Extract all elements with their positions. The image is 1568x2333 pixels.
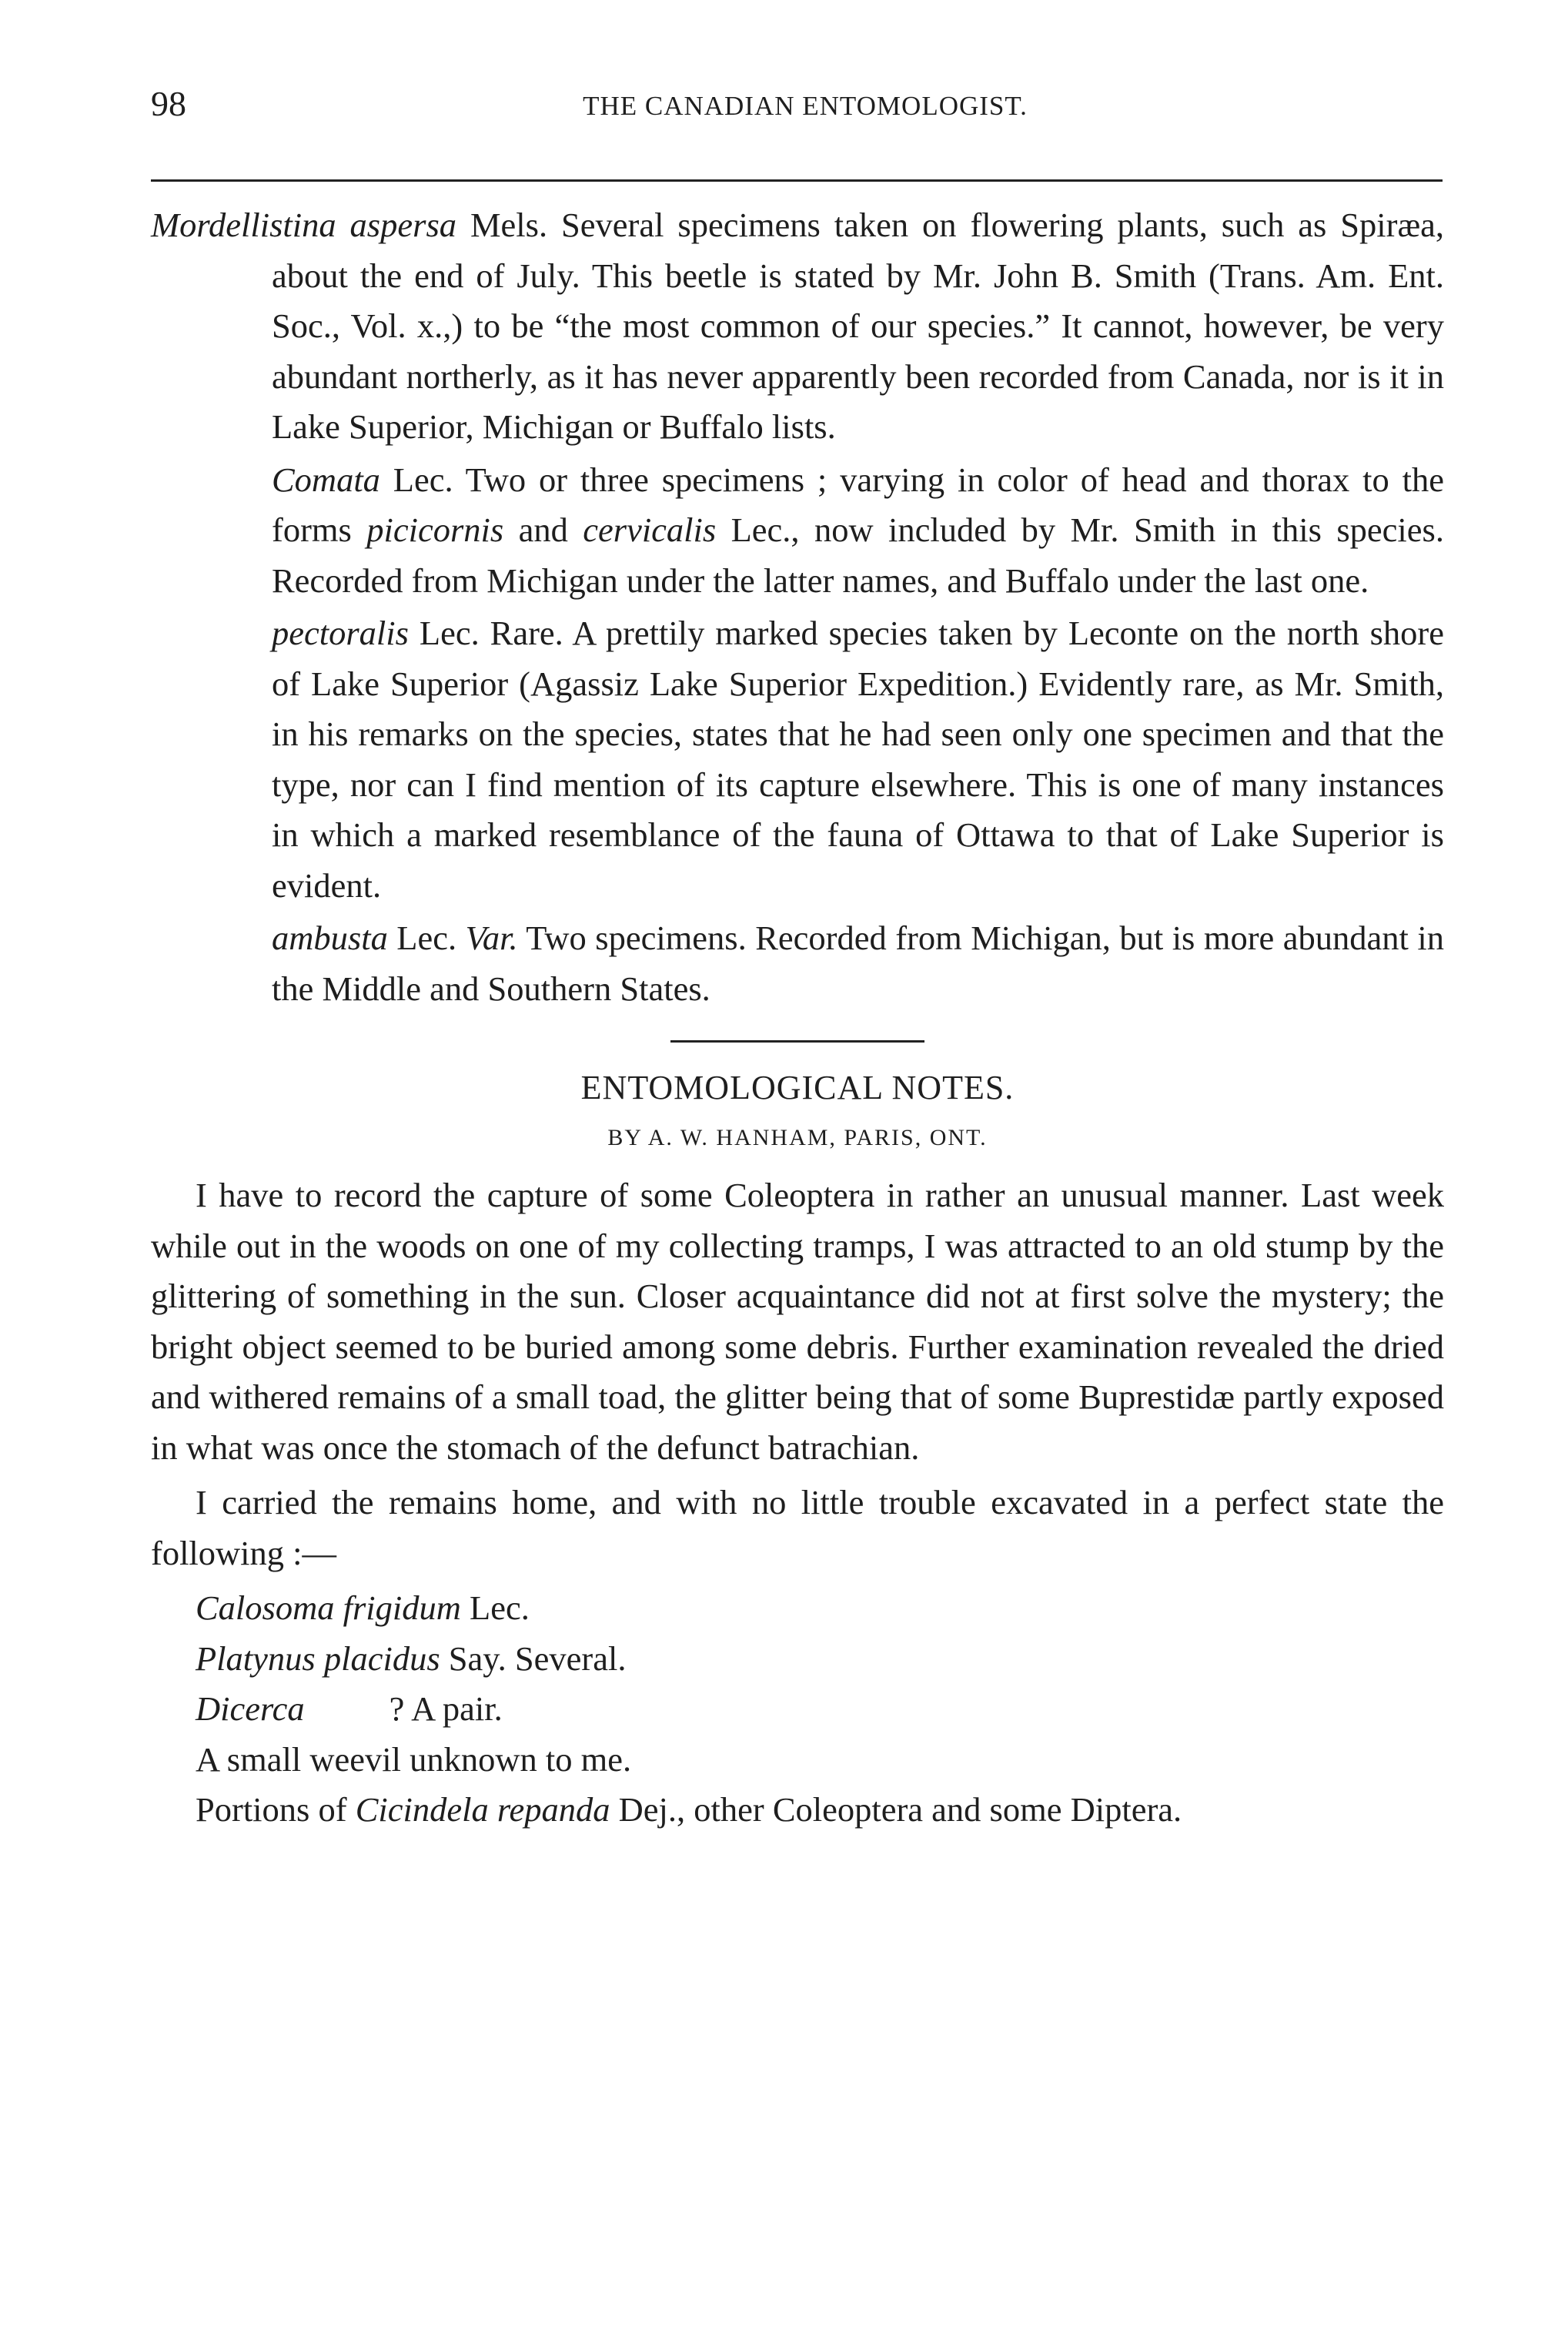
notes-paragraph: I carried the remains home, and with no little trouble excavated in a perfect state the following :— <box>151 1483 1444 1572</box>
body-text <box>151 200 1444 1836</box>
taxon-name: Comata <box>272 460 380 499</box>
taxon-author: Lec. <box>379 460 466 499</box>
taxon-name: ambusta <box>272 919 388 957</box>
species-entry-mordellistina <box>151 200 1444 453</box>
species-entry-pectoralis <box>151 608 1444 911</box>
form-name: cervicalis <box>583 510 717 549</box>
taxon-name: Platynus placidus <box>196 1638 440 1678</box>
entry-text: Several specimens taken on flowering plants, such as Spiræa, about the end of July. This beetle is stated by Mr. John B. Smith (Trans. Am. Ent. Soc., Vol. x.,) to be “the most common of our species.” It cannot, however, be very abundant northerly, as it has never apparently been recorded from Canada, nor is it in Lake Superior, Michigan or Buffalo lists. <box>272 206 1445 446</box>
taxon-name: Dicerca <box>196 1689 305 1728</box>
list-item <box>151 1583 1444 1634</box>
notes-paragraph: I have to record the capture of some Coleoptera in rather an unusual manner. Last week while out in the woods on one of my collecting tramps, I was attracted to an old stump by the glittering of something in the sun. Closer acquaintance did not at first solve the mystery; the bright object seemed to be buried among some debris. Further examination revealed the dried and withered remains of a small toad, the glitter being that of some Buprestidæ partly exposed in what was once the stomach of the defunct batrachian. <box>151 1176 1444 1467</box>
list-item <box>151 1785 1444 1836</box>
list-item-text: Dej., other Coleoptera and some Diptera. <box>610 1790 1182 1829</box>
taxon-name: Mordellistina aspersa <box>151 206 457 244</box>
list-item <box>151 1684 1444 1735</box>
entry-text: Two or three specimens ; varying in color of head and thorax to the forms <box>272 460 1444 549</box>
list-item-text: Say. Several. <box>440 1638 627 1678</box>
list-item <box>151 1735 1444 1786</box>
taxon-author: Lec. <box>387 919 466 957</box>
taxon-name: Calosoma frigidum <box>196 1588 461 1627</box>
taxon-name: pectoralis <box>272 614 409 652</box>
variety-label: Var. <box>465 919 518 957</box>
species-entry-comata <box>151 455 1444 607</box>
list-item <box>151 1634 1444 1685</box>
list-item-text: Lec. <box>460 1588 530 1627</box>
byline: BY A. W. HANHAM, PARIS, ONT. <box>607 1125 988 1150</box>
taxon-author: Lec. <box>408 614 490 652</box>
running-head <box>151 83 1459 145</box>
entry-text: Lec., now included by Mr. Smith in this species. Recorded from Michigan under the latter names, and Buffalo under the last one. <box>272 510 1444 600</box>
species-entry-ambusta <box>151 913 1444 1014</box>
taxon-author: Mels. <box>456 206 562 244</box>
entry-text: Two specimens. Recorded from Michigan, but is more abundant in the Middle and Southern States. <box>272 919 1444 1008</box>
taxon-name: Cicindela repanda <box>355 1790 610 1829</box>
query-mark: ? <box>389 1689 405 1728</box>
form-name: picicornis <box>366 510 504 549</box>
section-title: ENTOMOLOGICAL NOTES. <box>580 1069 1015 1106</box>
header-rule <box>151 179 1443 182</box>
journal-title: THE CANADIAN ENTOMOLOGIST. <box>583 91 1028 121</box>
entry-text: Rare. A prettily marked species taken by Leconte on the north shore of Lake Superior (Agassiz Lake Superior Expedition.) Evidently rare, as Mr. Smith, in his remarks on the species, states that he had seen only one specimen and that the type, nor can I find mention of its capture elsewhere. This is one of many instances in which a marked resemblance of the fauna of Ottawa to that of Lake Superior is evident. <box>272 614 1445 905</box>
page-number: 98 <box>151 84 186 123</box>
list-item-text: A pair. <box>404 1689 503 1728</box>
list-item-text: Portions of <box>196 1790 356 1829</box>
entry-text: and <box>503 510 583 549</box>
section-rule <box>670 1040 924 1043</box>
list-item-text: A small weevil unknown to me. <box>196 1739 632 1779</box>
